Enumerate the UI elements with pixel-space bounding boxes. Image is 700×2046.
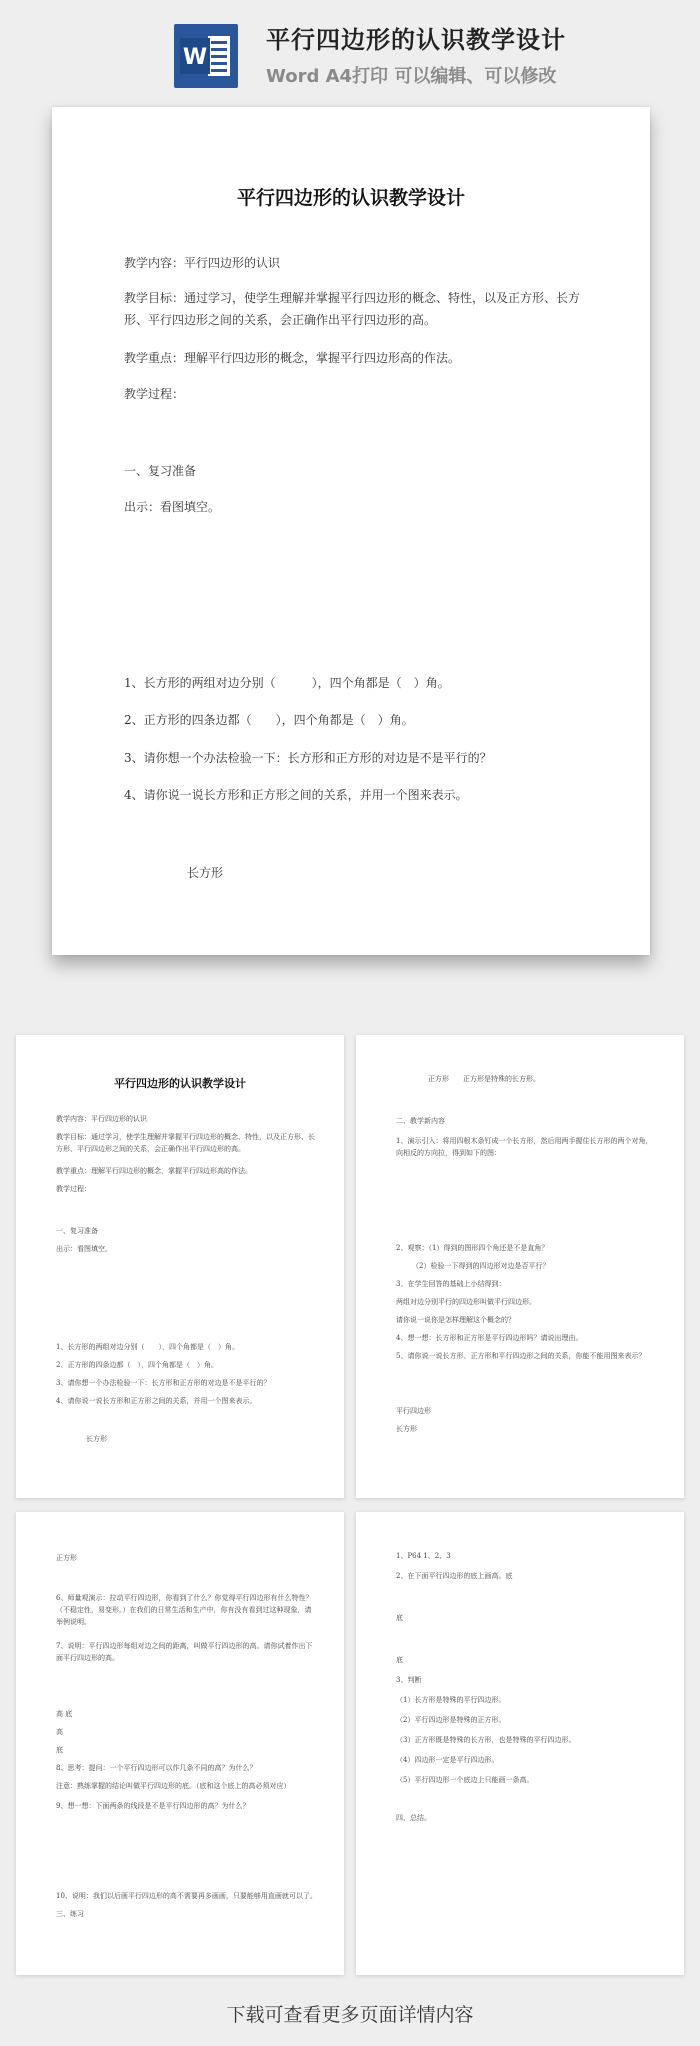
thumbnail-line: 2、正方形的四条边都（ ），四个角都是（ ）角。	[56, 1361, 218, 1369]
thumbnail-line: 5、请你说一说长方形、正方形和平行四边形之间的关系，你能不能用图来表示？	[396, 1352, 646, 1360]
word-logo-letter: W	[182, 45, 208, 70]
thumbnail-line: 1、长方形的两组对边分别（ ），四个角都是（ ）角。	[56, 1343, 239, 1351]
thumbnail-line: （2）检验一下得到的四边形对边是否平行？	[412, 1262, 550, 1270]
thumbnail-line: 教学目标：通过学习，使学生理解并掌握平行四边形的概念、特性，以及正方形、长方形、平行四边形之间的关系，会正确作出平行四边形的高。	[56, 1133, 315, 1153]
thumbnail-line: 请你说一说你是怎样理解这个概念的？	[396, 1316, 515, 1324]
footer-download-hint[interactable]: 下载可查看更多页面详情内容	[226, 2004, 474, 2026]
thumbnail-page-1	[16, 1035, 344, 1498]
thumbnail-line: 注意：熟练掌握的结论叫做平行四边形的底。（底和这个底上的高必须对应）	[56, 1782, 291, 1790]
content-line: 1、长方形的两组对边分别（ ），四个角都是（ ）角。	[124, 676, 450, 690]
thumbnail-line: 长方形	[86, 1435, 107, 1443]
thumbnail-line: 两组对边分别平行的四边形叫做平行四边形。	[396, 1298, 536, 1306]
thumbnail-line: （2）平行四边形是特殊的正方形。	[396, 1716, 506, 1724]
thumbnail-line: 3、判断	[396, 1676, 422, 1684]
content-line: 教学内容：平行四边形的认识	[124, 256, 281, 270]
thumbnail-line: 6、师量观演示：拉动平行四边形，你看到了什么？你觉得平行四边形有什么特性？（不稳定性，易变形。）在我们的日常生活和生产中，你有没有看到过这种现象，请举例说明。	[56, 1594, 313, 1626]
thumbnail-line: 8、思考：提问：一个平行四边形可以作几条不同的高？为什么？	[56, 1764, 257, 1772]
thumbnail-line: 教学内容：平行四边形的认识	[56, 1115, 147, 1123]
thumbnail-line: （3）正方形既是特殊的长方形，也是特殊的平行四边形。	[396, 1736, 576, 1744]
banner-title: 平行四边形的认识教学设计	[266, 26, 566, 54]
figure-label: 长方形	[187, 866, 224, 880]
thumbnail-line: 高 底	[56, 1710, 73, 1718]
thumbnail-line: 3、在学生回答的基础上小结得到：	[396, 1280, 506, 1288]
content-line: 出示：看图填空。	[124, 500, 221, 514]
thumbnail-line: （1）长方形是特殊的平行四边形。	[396, 1696, 506, 1704]
thumbnail-line: 1、演示引入：将用四根木条钉成一个长方形，然后用两手握住长方形的两个对角，向相反的方向拉，得到如下的图：	[396, 1137, 653, 1157]
thumbnail-line: 一、复习准备	[56, 1227, 98, 1235]
thumbnail-line: 二、教学新内容	[396, 1117, 445, 1125]
content-line: 4、请你说一说长方形和正方形之间的关系，并用一个图来表示。	[124, 788, 468, 802]
thumbnail-line: 7、说明：平行四边形每组对边之间的距离，叫做平行四边形的高。请你试着作出下面平行四边形的高。	[56, 1642, 313, 1662]
thumbnail-line: （4）四边形一定是平行四边形。	[396, 1756, 499, 1764]
thumbnail-page-2	[356, 1035, 684, 1498]
content-line: 教学过程：	[124, 387, 185, 401]
document-title: 平行四边形的认识教学设计	[236, 187, 465, 209]
thumbnail-line: （5）平行四边形一个底边上只能画一条高。	[396, 1776, 534, 1784]
main-page-preview	[52, 107, 650, 955]
thumbnail-line: 10、说明：我们以后画平行四边形的高不需要再多画画，只要能够用直画就可以了。	[56, 1892, 317, 1900]
thumbnail-line: 正方形	[56, 1554, 77, 1562]
thumbnail-line: 三、练习	[56, 1910, 84, 1918]
thumbnail-line: 教学重点：理解平行四边形的概念，掌握平行四边形高的作法。	[56, 1167, 252, 1175]
thumbnail-line: 平行四边形	[396, 1407, 431, 1415]
content-line: 3、请你想一个办法检验一下：长方形和正方形的对边是不是平行的？	[124, 751, 492, 765]
thumbnail-line: 四、总结。	[396, 1814, 431, 1822]
thumbnail-line: 2、观察：（1）得到的图形四个角还是不是直角？	[396, 1244, 549, 1252]
thumbnail-line: 底	[56, 1746, 63, 1754]
banner-subtitle: Word A4打印 可以编辑、可以修改	[266, 66, 557, 87]
content-line: 教学目标：通过学习，使学生理解并掌握平行四边形的概念、特性，以及正方形、长方形、平行四边形之间的关系，会正确作出平行四边形的高。	[124, 291, 581, 327]
content-line: 教学重点：理解平行四边形的概念，掌握平行四边形高的作法。	[124, 351, 461, 365]
thumbnail-line: 出示：看图填空。	[56, 1245, 112, 1253]
thumbnail-line: 4、请你说一说长方形和正方形之间的关系，并用一个图来表示。	[56, 1397, 257, 1405]
word-doc-icon	[174, 24, 238, 88]
thumbnail-line: 正方形 正方形是特殊的长方形。	[428, 1075, 540, 1083]
thumbnail-line: 3、请你想一个办法检验一下：长方形和正方形的对边是不是平行的？	[56, 1379, 271, 1387]
thumbnail-line: 1、P64 1、2、3	[396, 1552, 451, 1560]
content-line: 2、正方形的四条边都（ ），四个角都是（ ）角。	[124, 713, 414, 727]
thumbnail-line: 底	[396, 1656, 403, 1664]
header-banner	[0, 0, 700, 100]
thumbnail-line: 4、想一想：长方形和正方形是平行四边形吗？请说出理由。	[396, 1334, 583, 1342]
thumbnail-line: 底	[396, 1614, 403, 1622]
thumbnail-title: 平行四边形的认识教学设计	[114, 1077, 246, 1090]
thumbnail-line: 9、想一想：下面两条的线段是不是平行四边形的高？为什么？	[56, 1802, 250, 1810]
section-heading: 一、复习准备	[124, 464, 197, 478]
thumbnail-page-3	[16, 1512, 344, 1975]
thumbnail-line: 教学过程：	[56, 1185, 91, 1193]
thumbnail-line: 长方形	[396, 1425, 417, 1433]
thumbnail-line: 高	[56, 1728, 63, 1736]
thumbnail-line: 2、在下面平行四边形的底上画高。底	[396, 1572, 513, 1580]
thumbnail-page-4	[356, 1512, 684, 1975]
